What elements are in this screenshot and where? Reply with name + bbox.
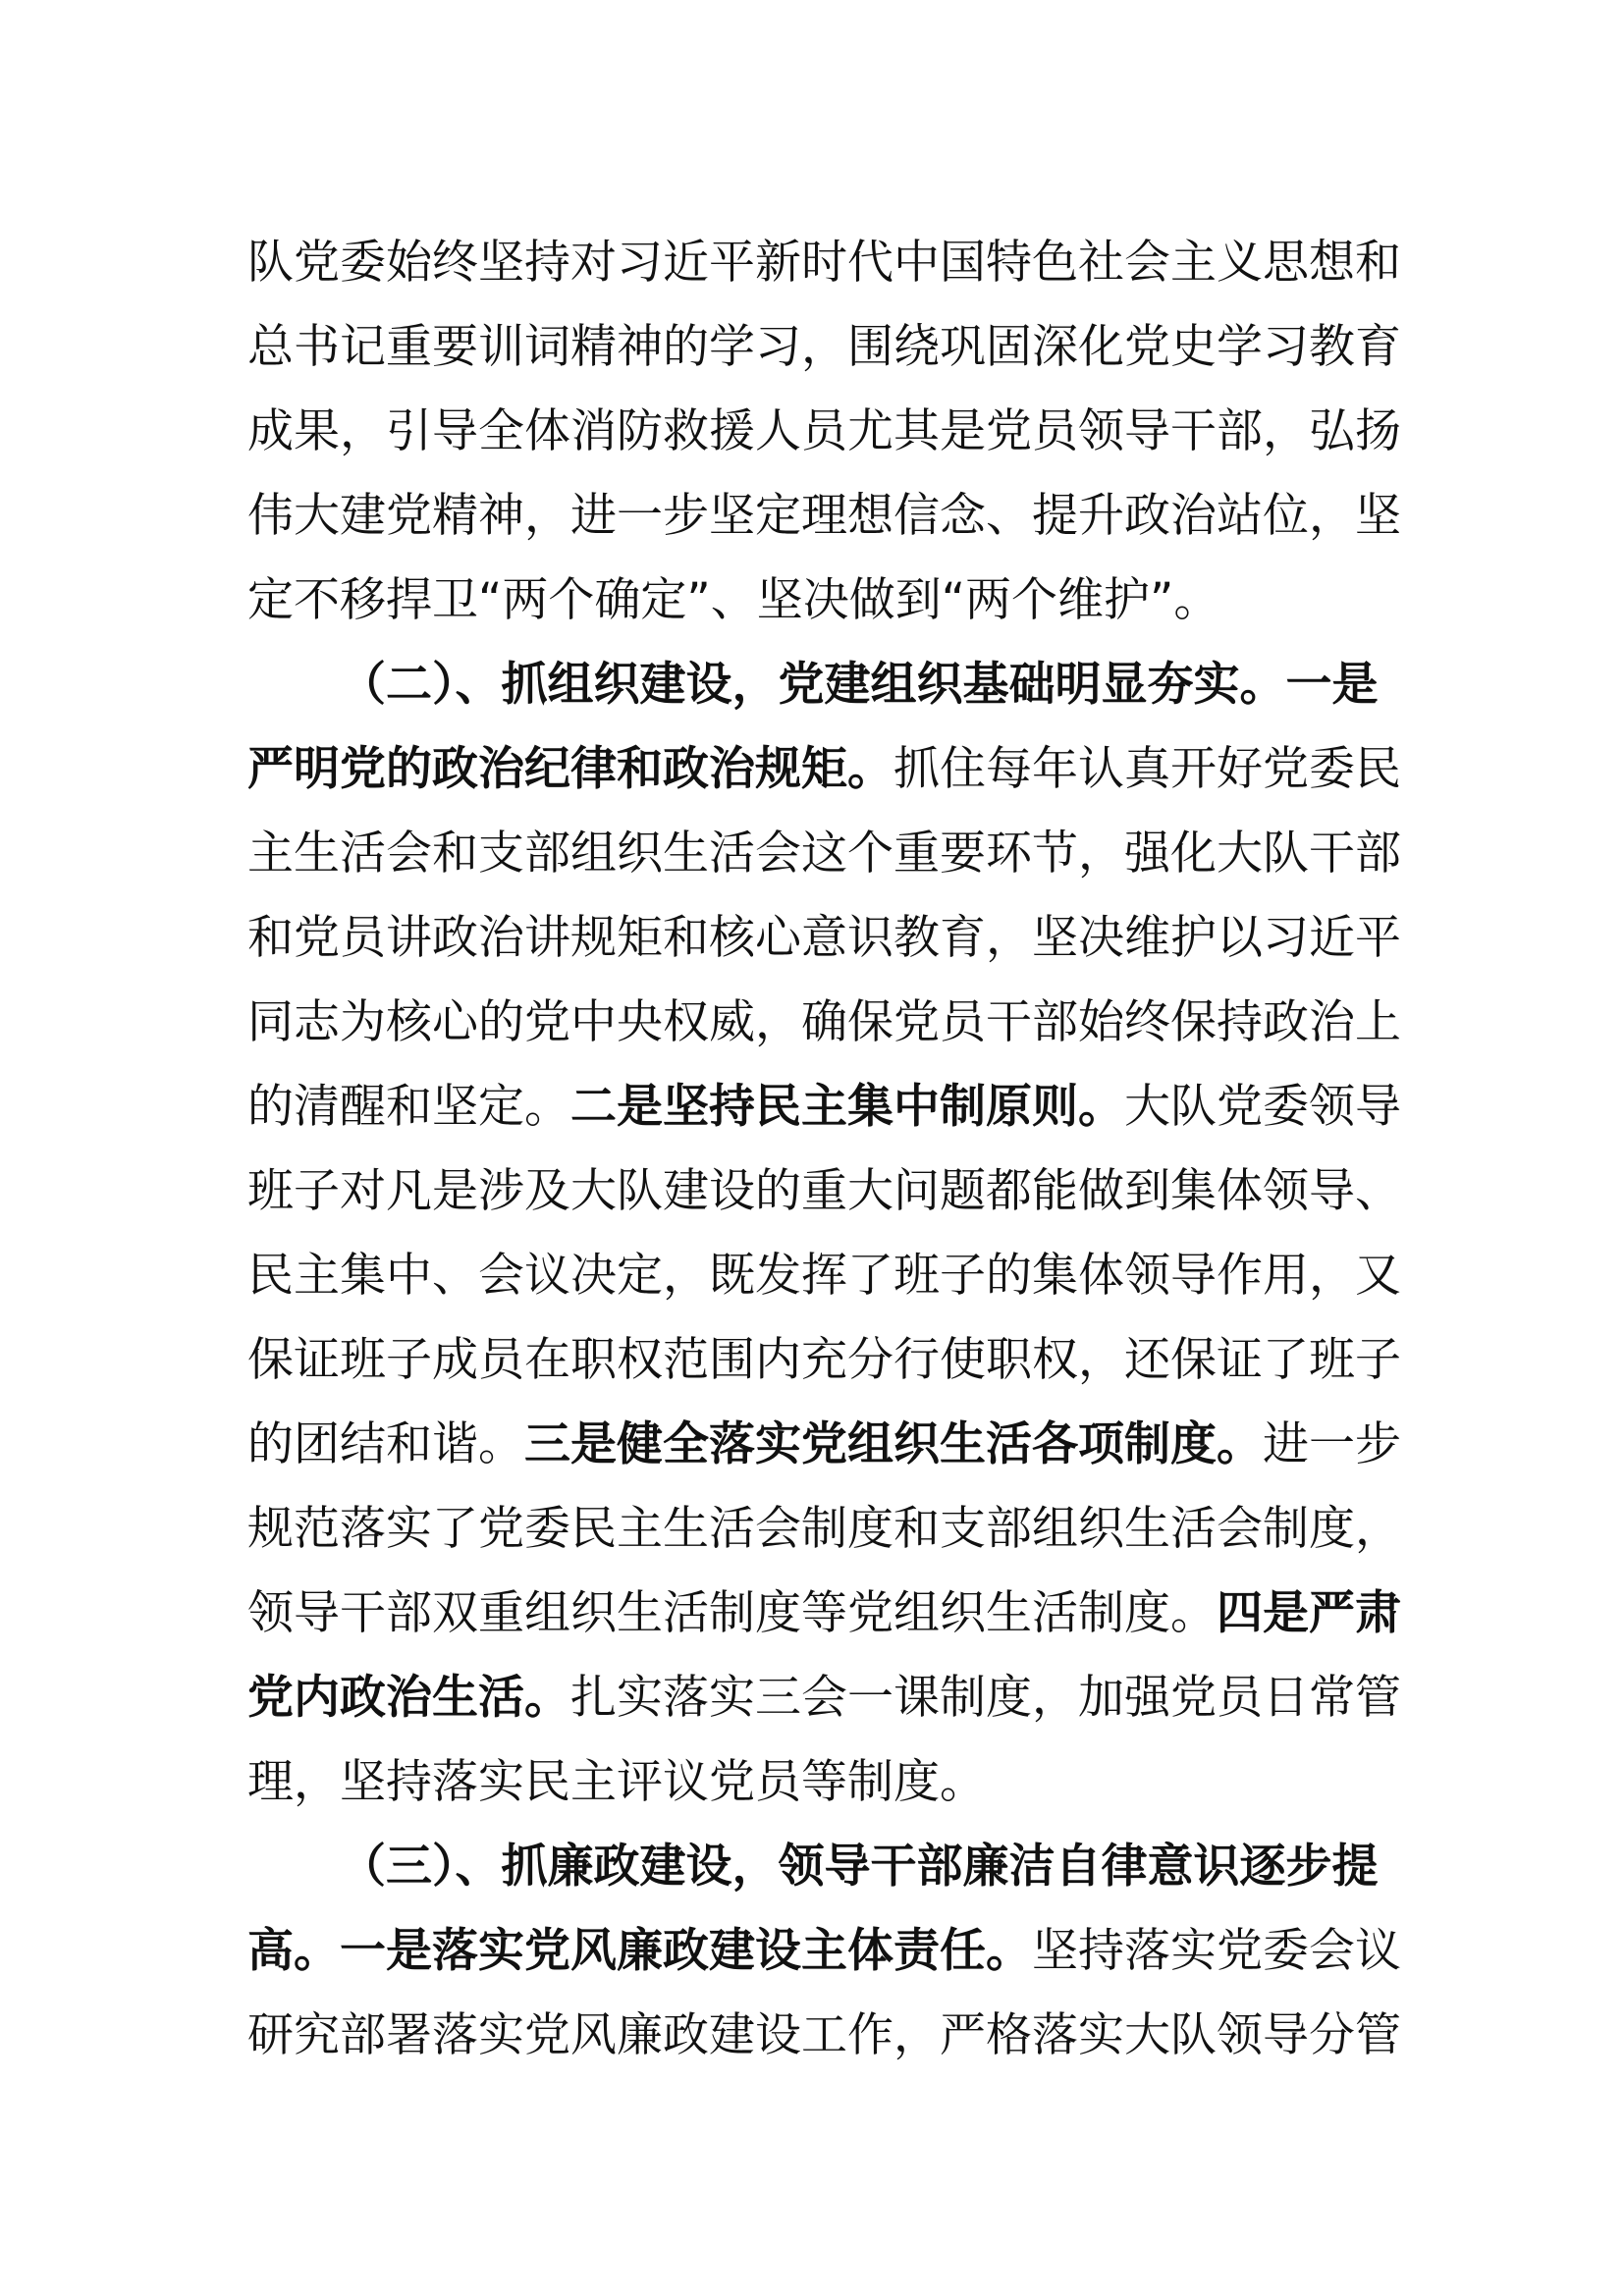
- text-line: [247, 1656, 1401, 1740]
- text-line: [247, 1740, 1353, 1825]
- text-segment: 扎实落实三会一课制度，加强党员日常管: [570, 1671, 1401, 1725]
- section-heading: （二）、抓组织建设，党建组织基础明显夯实。一是: [340, 658, 1379, 712]
- text-segment: 大队党委领导: [1124, 1080, 1401, 1134]
- bold-segment: 二是坚持民主集中制原则。: [570, 1080, 1124, 1134]
- text-line: [247, 1909, 1401, 1994]
- text-line: [247, 1487, 1401, 1572]
- text-line: [247, 390, 1401, 474]
- text-line: [247, 474, 1401, 559]
- text-segment: 研究部署落实党风廉政建设工作，严格落实大队领导分管: [247, 2008, 1401, 2062]
- text-segment: 伟大建党精神，进一步坚定理想信念、提升政治站位，坚: [247, 489, 1401, 543]
- text-line: [247, 1572, 1401, 1656]
- text-line: [247, 1403, 1401, 1487]
- text-segment: 领导干部双重组织生活制度等党组织生活制度。: [247, 1586, 1217, 1640]
- document-page: [247, 221, 1401, 2078]
- text-segment: 和党员讲政治讲规矩和核心意识教育，坚决维护以习近平: [247, 911, 1401, 965]
- text-segment: 总书记重要训词精神的学习，围绕巩固深化党史学习教育: [247, 320, 1401, 374]
- text-line: [247, 305, 1401, 390]
- bold-segment: 三是健全落实党组织生活各项制度。: [524, 1417, 1263, 1471]
- text-line: [247, 1149, 1401, 1234]
- bold-segment: 党内政治生活。: [247, 1671, 570, 1725]
- text-line: [247, 727, 1401, 812]
- bold-segment: 高。一是落实党风廉政建设主体责任。: [247, 1924, 1032, 1978]
- text-line: [247, 896, 1401, 981]
- text-line: [247, 1065, 1401, 1149]
- text-line: [247, 812, 1401, 896]
- text-segment: 主生活会和支部组织生活会这个重要环节，强化大队干部: [247, 827, 1401, 881]
- text-segment: 抓住每年认真开好党委民: [893, 742, 1401, 796]
- text-segment: 定不移捍卫“两个确定”、坚决做到“两个维护”。: [247, 573, 1220, 627]
- text-segment: 进一步: [1263, 1417, 1401, 1471]
- text-segment: 规范落实了党委民主生活会制度和支部组织生活会制度，: [247, 1502, 1401, 1556]
- text-line: [247, 981, 1401, 1065]
- text-segment: 班子对凡是涉及大队建设的重大问题都能做到集体领导、: [247, 1164, 1401, 1218]
- text-segment: 理，坚持落实民主评议党员等制度。: [247, 1755, 986, 1809]
- bold-segment: 四是严肃: [1217, 1586, 1401, 1640]
- text-line: [247, 1318, 1401, 1403]
- text-segment: 队党委始终坚持对习近平新时代中国特色社会主义思想和: [247, 236, 1401, 290]
- section-heading-line: [247, 1825, 1379, 1909]
- section-heading: （三）、抓廉政建设，领导干部廉洁自律意识逐步提: [340, 1840, 1379, 1894]
- text-segment: 坚持落实党委会议: [1032, 1924, 1401, 1978]
- bold-segment: 严明党的政治纪律和政治规矩。: [247, 742, 893, 796]
- text-segment: 同志为核心的党中央权威，确保党员干部始终保持政治上: [247, 995, 1401, 1049]
- text-segment: 保证班子成员在职权范围内充分行使职权，还保证了班子: [247, 1333, 1401, 1387]
- text-segment: 的清醒和坚定。: [247, 1080, 570, 1134]
- text-segment: 成果，引导全体消防救援人员尤其是党员领导干部，弘扬: [247, 404, 1401, 458]
- text-line: [247, 559, 1353, 643]
- text-line: [247, 1234, 1401, 1318]
- text-segment: 的团结和谐。: [247, 1417, 524, 1471]
- text-segment: 民主集中、会议决定，既发挥了班子的集体领导作用，又: [247, 1249, 1401, 1303]
- text-line: [247, 221, 1401, 305]
- section-heading-line: [247, 643, 1379, 727]
- text-line: [247, 1994, 1401, 2078]
